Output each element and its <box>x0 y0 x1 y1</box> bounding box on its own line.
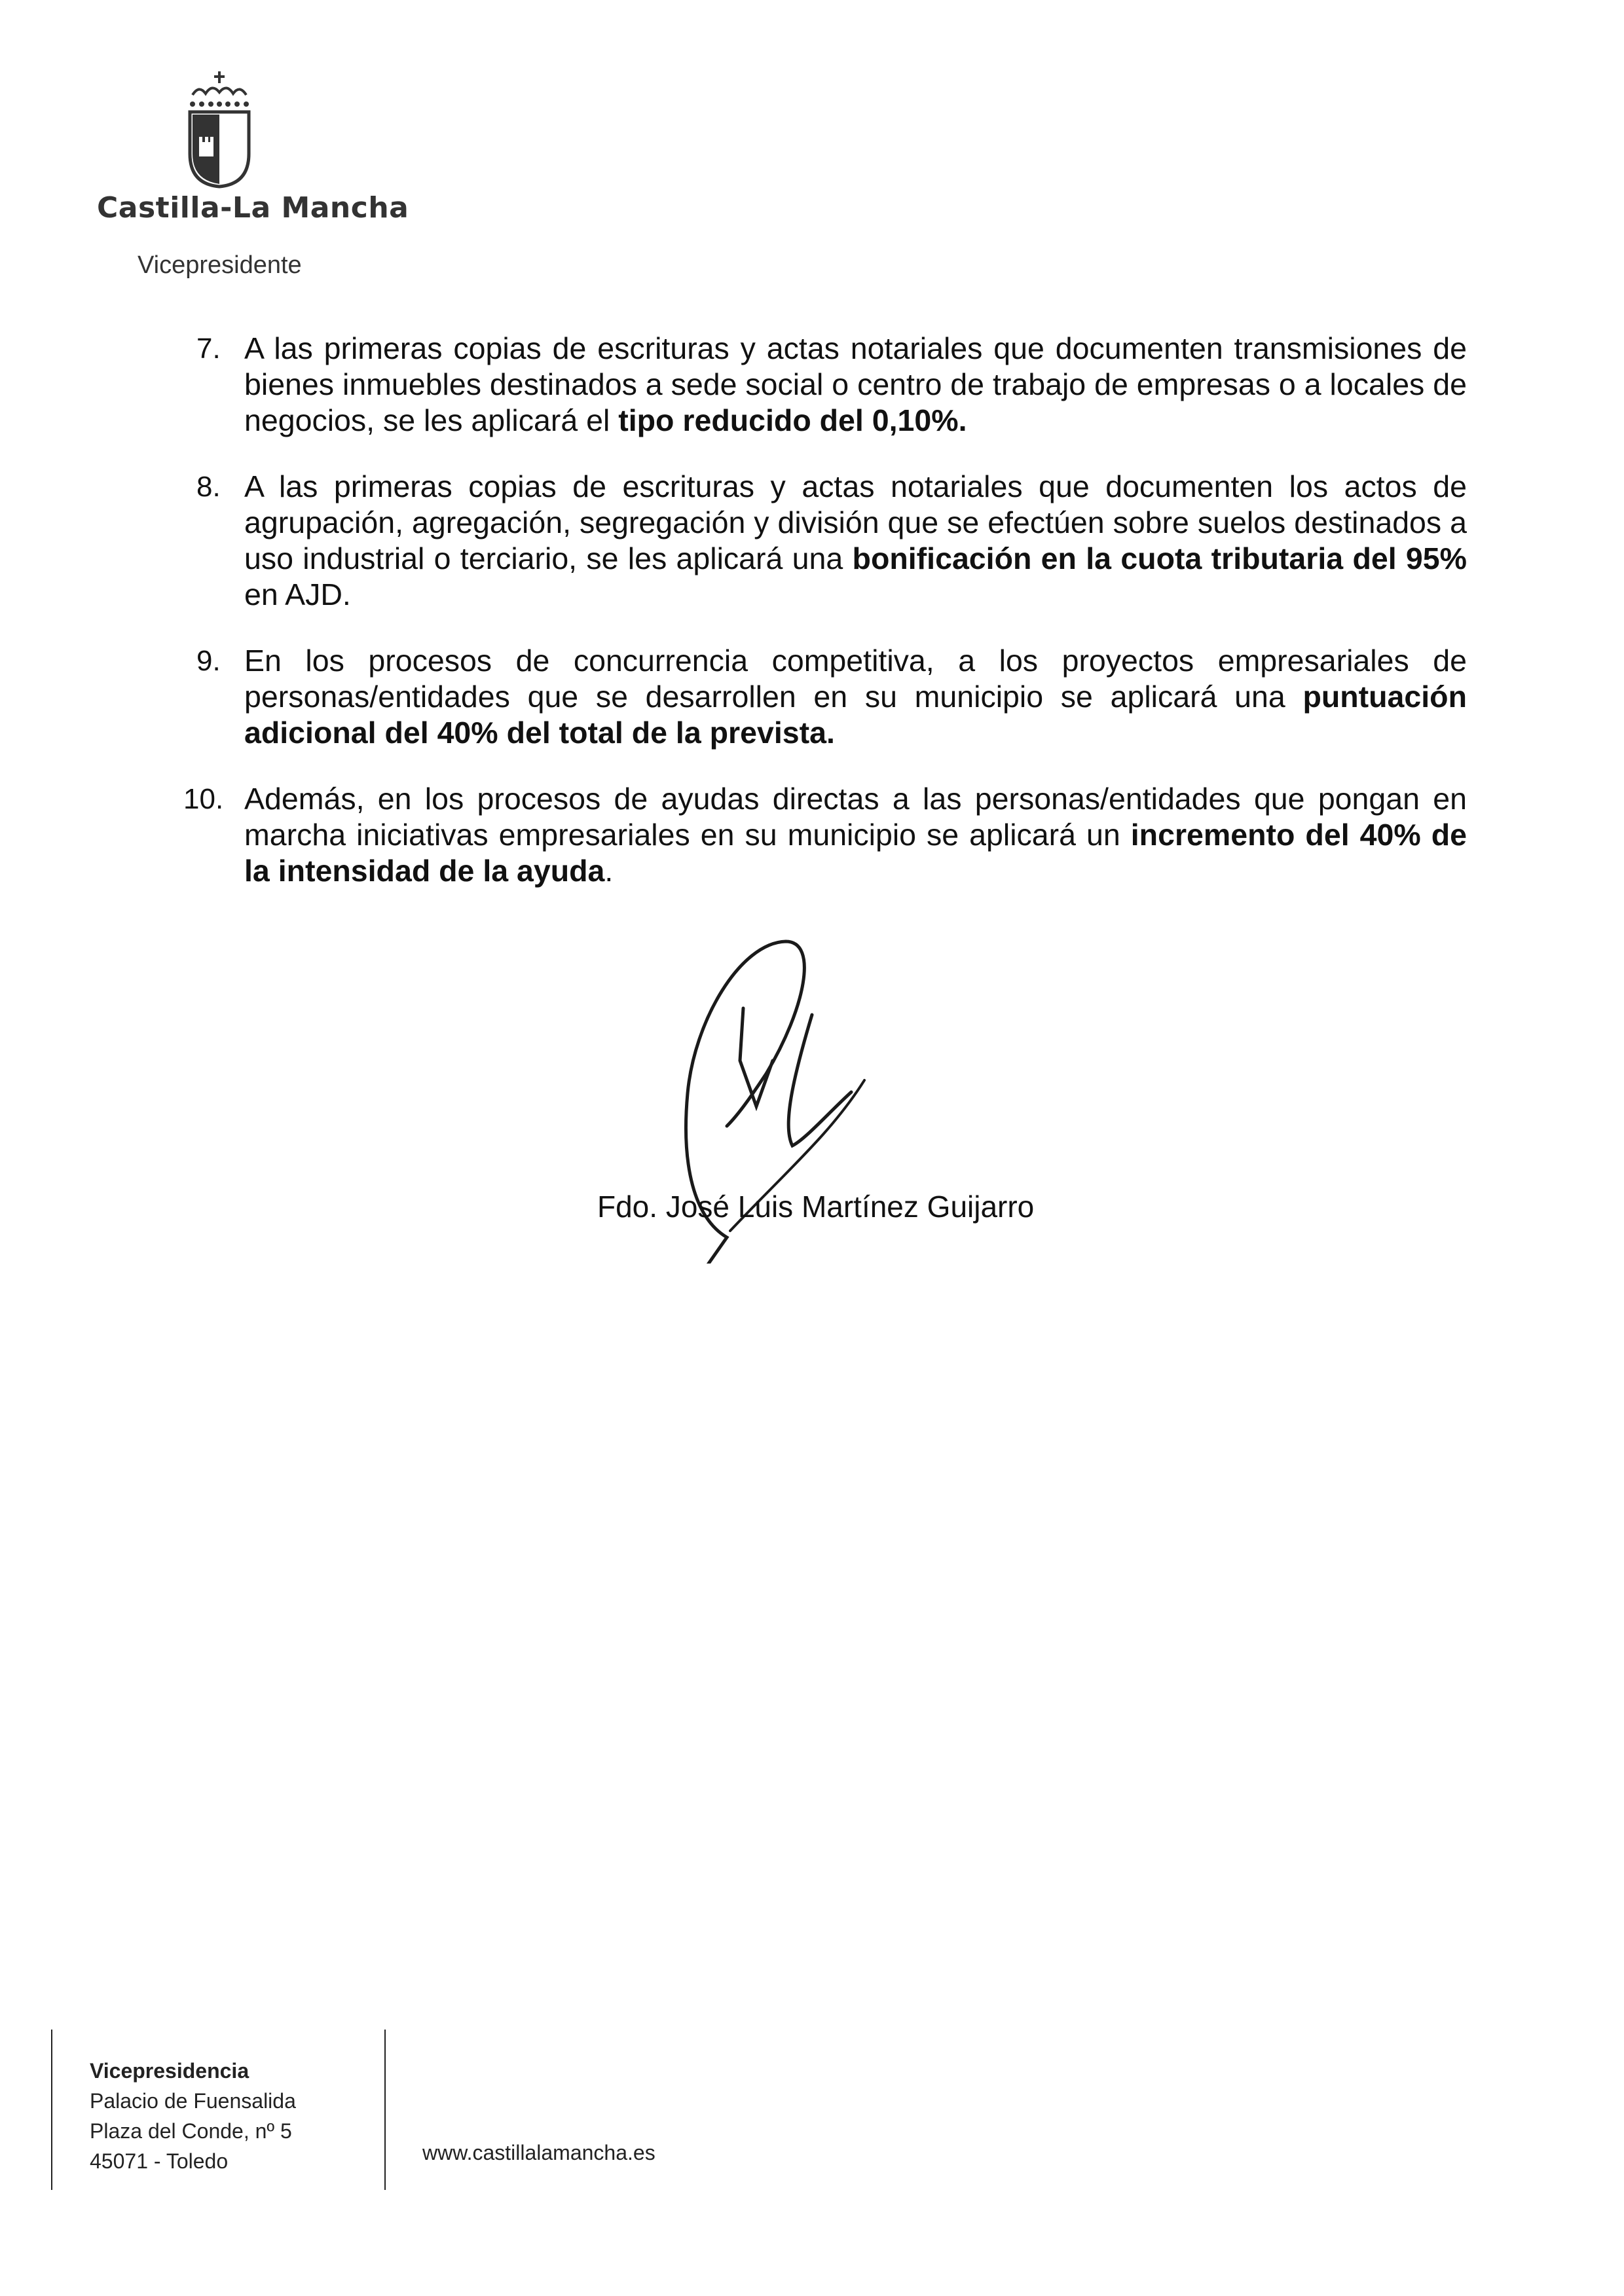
item-text: En los procesos de concurrencia competitiva, a los proyectos empresariales de personas/entidades que se desarrollen en su municipio se aplicará una <box>244 644 1467 714</box>
item-text: en AJD. <box>244 577 351 611</box>
item-text-bold: bonificación en la cuota tributaria del 95% <box>852 541 1467 575</box>
item-text: Además, en los procesos de ayudas directas a las personas/entidades que pongan en marcha iniciativas empresariales en su municipio se aplicará un <box>244 782 1467 852</box>
list-item <box>183 781 1467 889</box>
list-item <box>190 469 1467 613</box>
item-text-bold: tipo reducido del 0,10%. <box>618 403 967 437</box>
footer-address-line: 45071 - Toledo <box>90 2149 229 2173</box>
list-item <box>190 331 1467 439</box>
footer-department: Vicepresidencia <box>90 2059 249 2083</box>
footer-address-line: Plaza del Conde, nº 5 <box>90 2119 292 2143</box>
castilla-la-mancha-coat-of-arms-icon <box>183 69 255 193</box>
item-text-bold: puntuación adicional del 40% del total de la prevista. <box>244 680 1467 750</box>
item-number: 9. <box>196 645 221 677</box>
signature-line: Fdo. José Luis Martínez Guijarro <box>597 1190 1035 1224</box>
footer-address-line: Palacio de Fuensalida <box>90 2089 296 2113</box>
item-text: A las primeras copias de escrituras y actas notariales que documenten transmisiones de bienes inmuebles destinados a sede social o centro de trabajo de empresas o a locales de negocios, se les aplicará el <box>244 331 1467 437</box>
item-number: 10. <box>183 783 224 815</box>
footer-address <box>90 2056 296 2176</box>
brand-name: Castilla-La Mancha <box>97 191 409 225</box>
office-title: Vicepresidente <box>138 251 302 279</box>
list-item <box>190 643 1467 751</box>
website-link[interactable]: www.castillalamancha.es <box>422 2141 655 2164</box>
item-number: 7. <box>196 333 221 365</box>
item-text: . <box>604 854 614 888</box>
measures-list <box>183 331 1467 919</box>
item-text: A las primeras copias de escrituras y actas notariales que documenten los actos de agrupación, agregación, segregación y división que se efectúen sobre suelos destinados a uso industrial o terciario, se les aplicará una <box>244 469 1467 575</box>
footer-divider <box>384 2030 386 2190</box>
item-number: 8. <box>196 471 221 503</box>
footer-divider <box>51 2030 52 2190</box>
item-text-bold: incremento del 40% de la intensidad de la ayuda <box>244 818 1467 888</box>
